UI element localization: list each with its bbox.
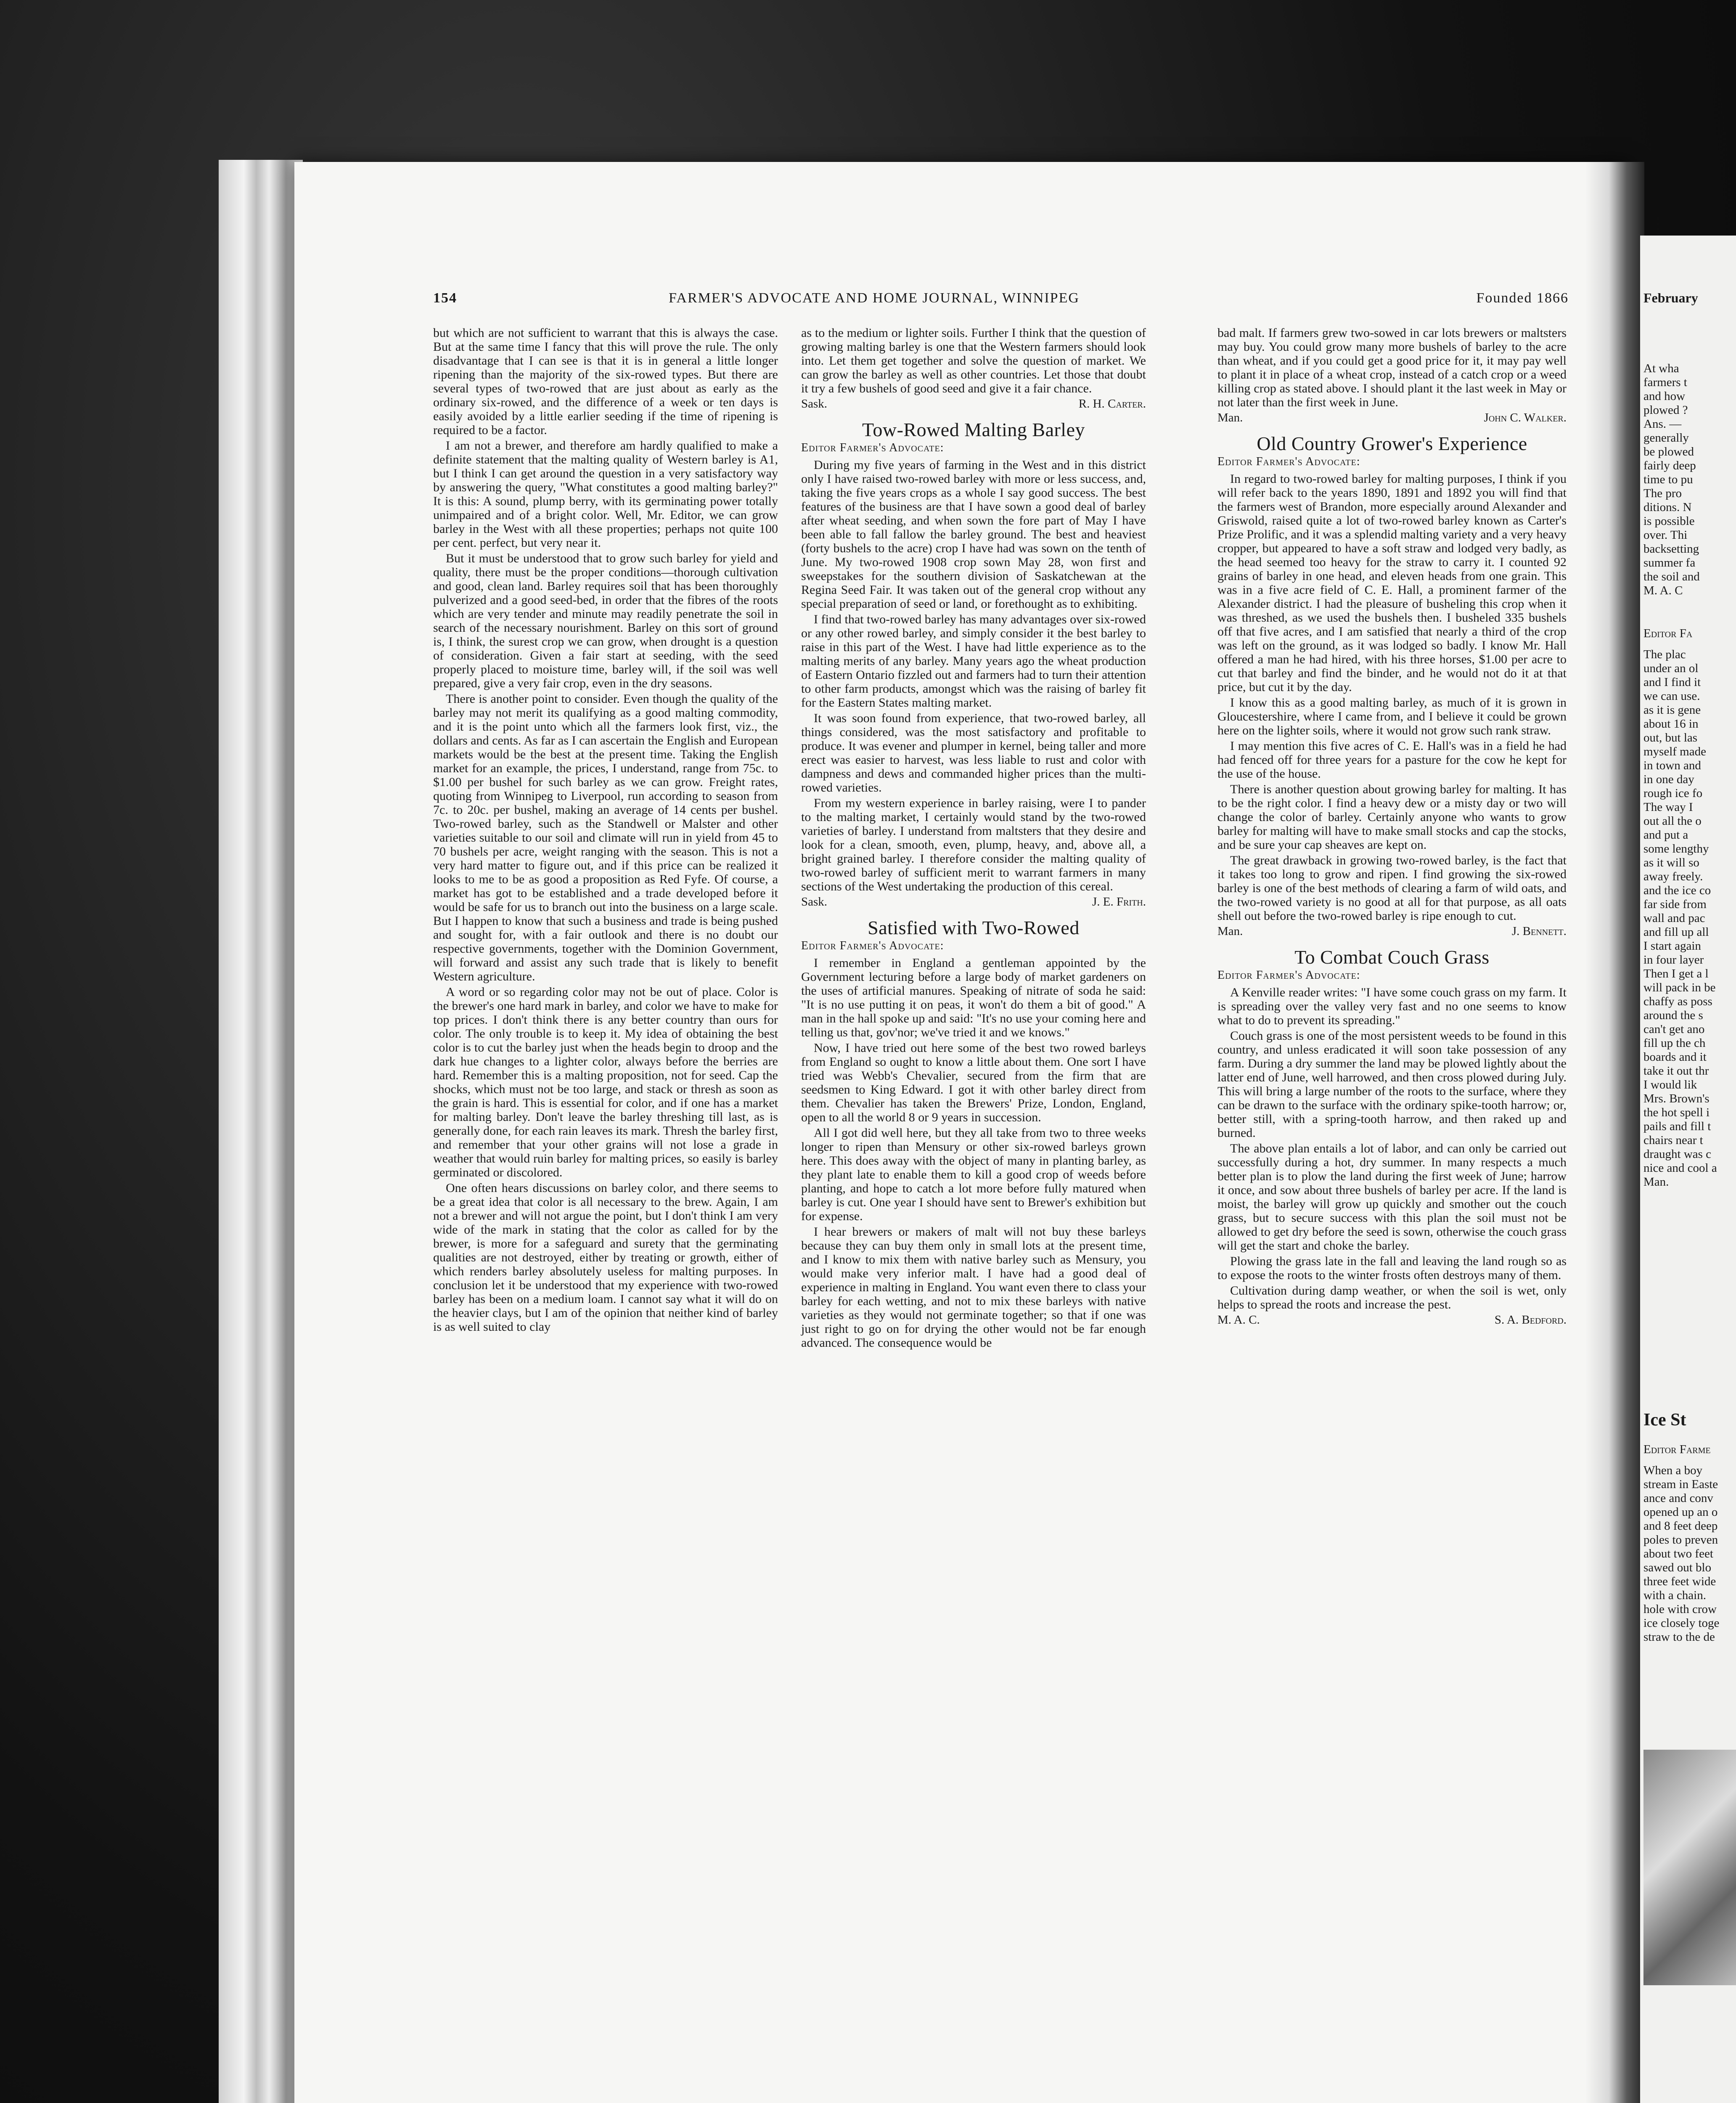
founded-note: Founded 1866: [1476, 290, 1569, 306]
signature-name: J. E. Frith.: [1092, 895, 1146, 908]
editor-salutation: Editor Farmer's Advocate:: [801, 441, 944, 454]
facing-text-block-2: [1643, 648, 1736, 1189]
article-heading: To Combat Couch Grass: [1294, 946, 1490, 968]
facing-line: The plac: [1643, 648, 1686, 661]
signature-name: S. A. Bedford.: [1494, 1313, 1567, 1327]
facing-line: with a chain.: [1643, 1589, 1706, 1602]
facing-line: and I find it: [1643, 675, 1701, 689]
facing-line: as it is gene: [1643, 703, 1701, 717]
article-heading: Old Country Grower's Experience: [1257, 433, 1527, 454]
facing-photo: [1643, 1750, 1736, 1985]
facing-line: in four layer: [1643, 953, 1704, 967]
signature: [801, 895, 1146, 909]
facing-line: ice closely toge: [1643, 1616, 1720, 1630]
facing-line: myself made: [1643, 745, 1706, 758]
article-heading: Tow-Rowed Malting Barley: [862, 419, 1085, 440]
facing-line: nice and cool a: [1643, 1161, 1717, 1175]
signature: [1217, 411, 1567, 425]
facing-line: I would lik: [1643, 1078, 1697, 1091]
facing-line: and fill up all: [1643, 925, 1709, 939]
facing-line: out, but las: [1643, 731, 1698, 744]
facing-line: At wha: [1643, 362, 1679, 375]
signature: [801, 397, 1146, 411]
facing-line: poles to preven: [1643, 1533, 1718, 1547]
facing-line: around the s: [1643, 1009, 1703, 1022]
facing-line: sawed out blo: [1643, 1561, 1712, 1574]
facing-page-fragment: [1640, 236, 1736, 2103]
paragraph: Plowing the grass late in the fall and leaving the land rough so as to expose the roots to the winter frosts often destroys many of them.: [1217, 1254, 1567, 1282]
facing-line: ditions. N: [1643, 501, 1692, 514]
paragraph: A word or so regarding color may not be out of place. Color is the brewer's one hard mark in barley, and color we have to make for top prices. I don't think there is any better country than ours for color. The only trouble is to keep it. My idea of obtaining the best color is to cut the barley just when the heads begin to droop and the dark hue changes to a lighter color, always before the berries are hard. Remember this is a malting proposition, not for seed. Cap the shocks, which must not be too large, and stack or thresh as soon as the grain is hard. This is essential for color, and if one has a market for malting barley. Don't leave the barley threshing till last, as is generally done, for each rain leaves its mark. Thresh the barley first, and remember that your other grains will not lose a grade in weather that would ruin barley for malting prices, so easily is barley germinated or discolored.: [433, 985, 778, 1179]
facing-line: wall and pac: [1643, 911, 1705, 925]
facing-line: farmers t: [1643, 376, 1687, 389]
paragraph: but which are not sufficient to warrant that this is always the case. But at the same time I fancy that this will prove the rule. The only disadvantage that I can see is that it is in general a little longer ripening than the majority of the six-rowed types. But there are several types of two-rowed that are just about as early as the ordinary six-rowed, and the difference of a week or ten days is easily avoided by a little earlier seeding if the time of ripening is required to be a factor.: [433, 326, 778, 437]
paragraph: From my western experience in barley raising, were I to pander to the malting market, I certainly would stand by the two-rowed varieties of barley. I understand from maltsters that they desire and look for a clean, smooth, even, plump, heavy, and, above all, a bright grained barley. I therefore consider the malting quality of two-rowed barley of sufficient merit to warrant farmers in many sections of the West undertaking the production of this cereal.: [801, 796, 1146, 893]
paragraph: The great drawback in growing two-rowed barley, is the fact that it takes too long to grow and ripen. I find growing the six-rowed barley is one of the best methods of clearing a farm of wild oats, and the two-rowed variety is no good at all for that purpose, as all oats shell out before the two-rowed barley is ripe enough to cut.: [1217, 853, 1567, 923]
facing-line: as it will so: [1643, 856, 1699, 869]
facing-line: Mrs. Brown's: [1643, 1092, 1710, 1105]
paragraph: Now, I have tried out here some of the best two rowed barleys from England so ought to know a little about them. One sort I have tried was Webb's Chevalier, secured from the firm that are seedsmen to King Edward. I got it with other barley direct from them. Chevalier has taken the Brewers' Prize, London, England, open to all the world 8 or 9 years in succession.: [801, 1041, 1146, 1124]
facing-line: we can use.: [1643, 689, 1700, 703]
facing-line: will pack in be: [1643, 981, 1716, 994]
paragraph: bad malt. If farmers grew two-sowed in car lots brewers or maltsters may buy. You could grow many more bushels of barley to the acre than wheat, and if you could get a good price for it, it may pay well to plant it in place of a wheat crop, instead of a catch crop or a weed killing crop as stated above. I should plant it the last week in May or not later than the first week in June.: [1217, 326, 1567, 409]
facing-line: about two feet: [1643, 1547, 1713, 1560]
paragraph: There is another question about growing barley for malting. It has to be the right color. I find a heavy dew or a misty day or two will change the color of barley. Certainly anyone who wants to grow barley for malting will have to make small stocks and cap the stocks, and be sure your cap sheaves are kept on.: [1217, 782, 1567, 852]
facing-editor-salutation-2: Editor Farme: [1643, 1443, 1711, 1456]
paragraph: All I got did well here, but they all take from two to three weeks longer to ripen than Mensury or other six-rowed barleys grown here. This does away with the object of many in planting barley, as they plant late to enable them to kill a good crop of weeds before planting, and hope to catch a lot more before fully matured when barley is cut. One year I should have sent to Brewer's exhibition but for expense.: [801, 1126, 1146, 1223]
paragraph: There is another point to consider. Even though the quality of the barley may not merit its qualifying as a good malting commodity, and it is the point unto which all the farmers look first, viz., the dollars and cents. As far as I can ascertain the English and European markets would be the best at the present time. Taking the English market for an example, the prices, I understand, range from 75c. to $1.00 per bushel for such barley as we can grow. Freight rates, quoting from Winnipeg to Liverpool, run according to season from 7c. to 20c. per bushel, making an average of 14 cents per bushel. Two-rowed barley, such as the Standwell or Malster and other varieties suitable to our soil and climate will run in yield from 45 to 70 bushels per acre, weight ranging with the season. This is not a very hard matter to figure out, and if this price can be realized it looks to me to be as good a proposition as Red Fyfe. Of course, a market has got to be established and a trade developed before it would be safe for us to branch out into the business on a large scale. But I happen to know that such a business and trade is being pushed and sought for, with a fair outlook and there is no doubt our respective governments, together with the Dominion Government, will forward and assist any such trade that is likely to benefit Western agriculture.: [433, 692, 778, 983]
editor-salutation: Editor Farmer's Advocate:: [1217, 455, 1360, 468]
signature-place: Man.: [1217, 924, 1243, 938]
facing-line: I start again: [1643, 939, 1701, 953]
facing-line: about 16 in: [1643, 717, 1699, 731]
book-page-edges: [219, 160, 303, 2103]
facing-line: Ans. —: [1643, 417, 1682, 431]
facing-line: ance and conv: [1643, 1491, 1713, 1505]
facing-editor-salutation: Editor Fa: [1643, 627, 1693, 640]
facing-line: draught was c: [1643, 1147, 1712, 1161]
facing-line: pails and fill t: [1643, 1120, 1711, 1133]
paragraph: During my five years of farming in the West and in this district only I have raised two-rowed barley with more or less success, and, taking the five years crops as a whole I say good success. The best features of the business are that I have sown a good deal of barley after wheat seeding, and when sown the fore part of May I have been able to fall fallow the barley ground. The best and heaviest (forty bushels to the acre) crop I have had was sown on the tenth of June. My two-rowed 1908 crop sown May 28, won first and sweepstakes for the southern division of Saskatchewan at the Regina Seed Fair. It was taken out of the general crop without any special preparation of seed or land, or forethought as to exhibiting.: [801, 458, 1146, 611]
running-header: [433, 290, 1569, 315]
page-number: 154: [433, 290, 457, 306]
facing-line: over. Thi: [1643, 528, 1688, 542]
editor-salutation: Editor Farmer's Advocate:: [1217, 969, 1360, 982]
paragraph: I hear brewers or makers of malt will not buy these barleys because they can buy them only in small lots at the present time, and I know to mix them with native barley such as Mensury, you would make very inferior malt. I have had a good deal of experience in malting in England. You want even there to class your barley for each wetting, and not to mix these barleys with native varieties as they would not germinate together; so that if one was just right to go on for drying the other would not be far enough advanced. The consequence would be: [801, 1225, 1146, 1350]
paragraph: It was soon found from experience, that two-rowed barley, all things considered, was the most satisfactory and profitable to produce. It was evener and plumper in kernel, being taller and more erect was easier to harvest, was less liable to rust and color with dampness and dews and commanded higher prices than the multi-rowed varieties.: [801, 711, 1146, 795]
facing-line: is possible: [1643, 514, 1695, 528]
facing-text-block-3: [1643, 1464, 1736, 1644]
facing-line: backsetting: [1643, 542, 1699, 556]
facing-line: the soil and: [1643, 570, 1700, 583]
facing-line: boards and it: [1643, 1050, 1707, 1064]
facing-line: some lengthy: [1643, 842, 1709, 856]
facing-line: plowed ?: [1643, 403, 1688, 417]
paragraph: One often hears discussions on barley color, and there seems to be a great idea that color is all necessary to the brew. Again, I am not a brewer and will not argue the point, but I don't think I am very wide of the mark in stating that the color as called for by the brewer, is more for a safeguard and surety that the germinating qualities are not destroyed, either by treating or growth, either of which renders barley absolutely useless for malting purposes. In conclusion let it be understood that my experience with two-rowed barley has been on a medium loam. I cannot say what it will do on the heavier clays, but I am of the opinion that neither kind of barley is as well suited to clay: [433, 1181, 778, 1334]
facing-line: take it out thr: [1643, 1064, 1709, 1078]
paragraph: In regard to two-rowed barley for malting purposes, I think if you will refer back to the years 1890, 1891 and 1892 you will find that the farmers west of Brandon, more especially around Alexander and Griswold, raised quite a lot of two-rowed barley known as Carter's Prize Prolific, and it was a splendid malting variety and a very heavy cropper, but appeared to have a soft straw and lodged very badly, as the head seemed too heavy for the straw to carry it. I counted 92 grains of barley in one head, and eleven heads from one grain. This was in a five acre field of C. E. Hall, a prominent farmer of the Alexander district. I had the pleasure of busheling this crop when it was threshed, as we used the bushels then. I busheled 335 bushels off that five acres, and I am satisfied that nearly a third of the crop was left on the ground, as it was lodged so badly. I know Mr. Hall offered a man he had hired, with his three horses, $1.00 per acre to cut that barley and find the binder, and he would not do it at that price, but cut it by the day.: [1217, 472, 1567, 694]
facing-page-header: February: [1643, 290, 1698, 305]
paragraph: The above plan entails a lot of labor, and can only be carried out successfully during a hot, dry summer. In many respects a much better plan is to plow the land during the first week of June; harrow it once, and sow about three bushels of barley per acre. If the land is moist, the barley will grow up quickly and smother out the couch grass, but to secure success with this plan the soil must not be allowed to get dry before the seed is sown, otherwise the couch grass will get the start and choke the barley.: [1217, 1142, 1567, 1253]
facing-line: The pro: [1643, 487, 1682, 500]
paragraph: I know this as a good malting barley, as much of it is grown in Gloucestershire, where I came from, and I believe it could be grown here on the lighter soils, where it would not grow such rank straw.: [1217, 696, 1567, 737]
signature-place: M. A. C.: [1217, 1313, 1260, 1327]
signature: [1217, 1313, 1567, 1327]
facing-line: hole with crow: [1643, 1602, 1717, 1616]
signature: [1217, 924, 1567, 938]
facing-line: Man.: [1643, 1175, 1669, 1189]
column-3: [1217, 326, 1567, 1331]
column-1: [433, 326, 778, 1335]
facing-line: straw to the de: [1643, 1630, 1715, 1644]
paragraph: I find that two-rowed barley has many advantages over six-rowed or any other rowed barley, and simply consider it the best barley to raise in this part of the West. I have had little experience as to the malting merits of any barley. Many years ago the wheat production of Eastern Ontario fizzled out and farmers had to turn their attention to other farm products, amongst which was the raising of barley fit for the Eastern States malting market.: [801, 612, 1146, 710]
facing-line: When a boy: [1643, 1464, 1703, 1477]
signature-place: Sask.: [801, 895, 828, 908]
facing-line: be plowed: [1643, 445, 1694, 458]
facing-line: away freely.: [1643, 870, 1703, 883]
facing-line: Then I get a l: [1643, 967, 1709, 980]
facing-line: rough ice fo: [1643, 787, 1703, 800]
facing-line: M. A. C: [1643, 584, 1683, 597]
facing-line: the hot spell i: [1643, 1106, 1710, 1119]
paragraph: Cultivation during damp weather, or when the soil is wet, only helps to spread the roots and increase the pest.: [1217, 1284, 1567, 1311]
signature-name: John C. Walker.: [1484, 411, 1567, 424]
signature-place: Sask.: [801, 397, 828, 411]
journal-title: FARMER'S ADVOCATE AND HOME JOURNAL, WINNIPEG: [669, 290, 1080, 306]
facing-line: and 8 feet deep: [1643, 1519, 1718, 1533]
column-2: [801, 326, 1146, 1351]
facing-line: fairly deep: [1643, 459, 1696, 472]
facing-line: The way I: [1643, 800, 1693, 814]
paragraph: But it must be understood that to grow such barley for yield and quality, there must be the proper conditions—thorough cultivation and good, clean land. Barley requires soil that has been thoroughly pulverized and a good seed-bed, in order that the fibres of the roots which are very tender and minute may readily penetrate the soil in search of the necessary nourishment. Barley on this sort of ground is, I think, the surest crop we can grow, when drought is a question of consideration. Given a fair start at seeding, with the seed properly placed to moisture time, barley will, if the soil was well prepared, give a very fair crop, even in the dry seasons.: [433, 551, 778, 690]
facing-line: in town and: [1643, 759, 1701, 772]
facing-line: under an ol: [1643, 662, 1699, 675]
facing-line: summer fa: [1643, 556, 1696, 569]
facing-line: stream in Easte: [1643, 1478, 1718, 1491]
facing-line: out all the o: [1643, 814, 1702, 828]
facing-text-block-1: [1643, 362, 1736, 598]
facing-line: chairs near t: [1643, 1134, 1703, 1147]
paragraph: A Kenville reader writes: "I have some couch grass on my farm. It is spreading over the valley very fast and no one seems to know what to do to prevent its spreading.": [1217, 985, 1567, 1027]
signature-name: J. Bennett.: [1511, 924, 1567, 938]
signature-name: R. H. Carter.: [1078, 397, 1146, 411]
facing-line: in one day: [1643, 773, 1694, 786]
facing-line: far side from: [1643, 898, 1707, 911]
book-gutter: [1585, 162, 1644, 2103]
article-heading: Satisfied with Two-Rowed: [868, 917, 1080, 938]
facing-line: three feet wide: [1643, 1575, 1716, 1588]
signature-place: Man.: [1217, 411, 1243, 424]
paragraph: I remember in England a gentleman appointed by the Government lecturing before a large body of market gardeners on the uses of artificial manures. Speaking of nitrate of soda he said: "It is no use putting it on peas, it won't do them a bit of good." A man in the hall spoke up and said: "It's no use your coming here and telling us that, gov'nor; we've tried it and we knows.": [801, 956, 1146, 1039]
paragraph: as to the medium or lighter soils. Further I think that the question of growing malting barley is one that the Western farmers should look into. Let them get together and solve the question of market. We can grow the barley as well as other countries. Let those that doubt it try a few bushels of good seed and give it a fair chance.: [801, 326, 1146, 395]
facing-line: and the ice co: [1643, 884, 1711, 897]
paragraph: Couch grass is one of the most persistent weeds to be found in this country, and unless eradicated it will soon take possession of any farm. During a dry summer the land may be plowed lightly about the latter end of June, well harrowed, and then cross plowed during July. This will bring a large number of the roots to the surface, where they can be drawn to the surface with the ordinary spike-tooth harrow; or, better still, with a spring-tooth harrow, and then raked up and burned.: [1217, 1029, 1567, 1140]
facing-line: time to pu: [1643, 473, 1693, 486]
facing-line: can't get ano: [1643, 1022, 1705, 1036]
editor-salutation: Editor Farmer's Advocate:: [801, 939, 944, 952]
facing-line: and how: [1643, 389, 1686, 403]
paragraph: I am not a brewer, and therefore am hardly qualified to make a definite statement that the malting quality of Western barley is A1, but I think I can get around the question in a very satisfactory way by answering the query, "What constitutes a good malting barley?" It is this: A sound, plump berry, with its germinating power totally unimpaired and of a bright color. Well, Mr. Editor, we can grow barley in the West with all these properties; perhaps not quite 100 per cent. perfect, but very near it.: [433, 439, 778, 550]
paragraph: I may mention this five acres of C. E. Hall's was in a field he had had fenced off for three years for a pasture for the cow he kept for the use of the house.: [1217, 739, 1567, 781]
facing-line: chaffy as poss: [1643, 995, 1712, 1008]
facing-line: opened up an o: [1643, 1505, 1718, 1519]
facing-heading: Ice St: [1643, 1410, 1686, 1430]
facing-line: and put a: [1643, 828, 1688, 842]
facing-line: fill up the ch: [1643, 1036, 1706, 1050]
facing-line: generally: [1643, 431, 1689, 445]
